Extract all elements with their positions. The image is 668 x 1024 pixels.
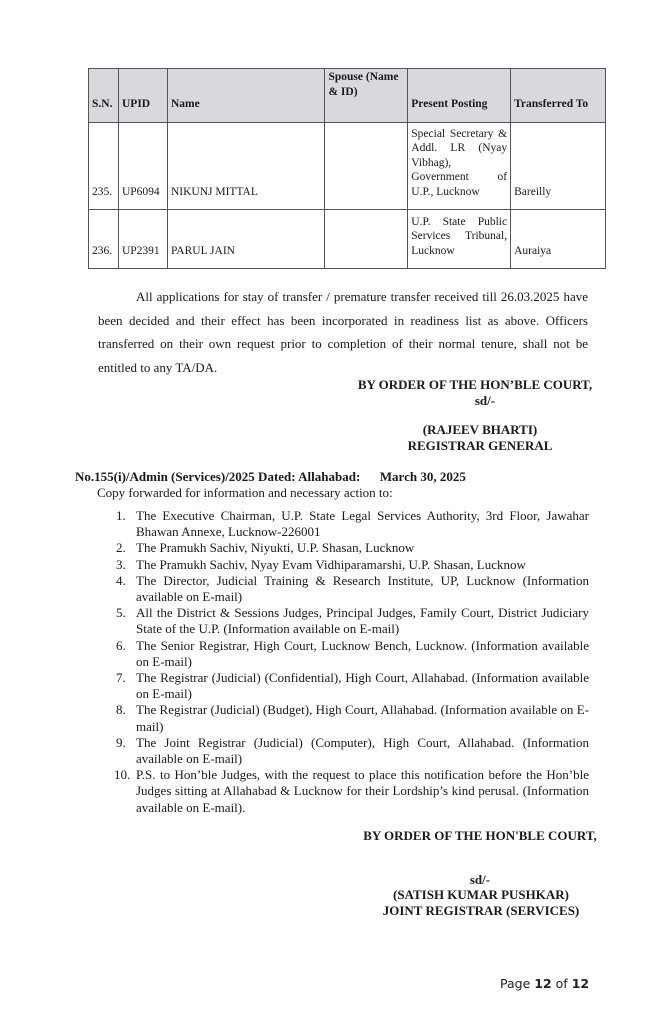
transfer-table [88, 68, 606, 269]
page-word: Page [500, 976, 531, 991]
list-item: 4. The Director, Judicial Training & Research Institute, UP, Lucknow (Information available on E-mail) [116, 572, 589, 605]
header-spouse: Spouse (Name & ID) [325, 69, 408, 123]
header-upid: UPID [118, 69, 167, 123]
total-pages: 12 [571, 976, 590, 991]
header-name: Name [167, 69, 325, 123]
list-item: 3. The Pramukh Sachiv, Nyay Evam Vidhiparamarshi, U.P. Shasan, Lucknow [116, 556, 526, 572]
list-item: 8. The Registrar (Judicial) (Budget), High Court, Allahabad. (Information available on E-mail) [116, 702, 589, 734]
posting-line: Services Tribunal, [411, 230, 508, 242]
posting-line: Addl. LR (Nyay [411, 142, 508, 154]
table-row [89, 210, 606, 269]
cell-upid: UP2391 [118, 210, 167, 269]
distribution-list [116, 508, 589, 816]
copy-forwarded-line: Copy forwarded for information and necessary action to: [97, 485, 393, 500]
reference-line [75, 469, 466, 485]
current-page: 12 [534, 976, 552, 991]
table-header-row [89, 69, 606, 123]
cell-upid: UP6094 [118, 123, 167, 210]
signatory-designation: JOINT REGISTRAR (SERVICES) [382, 902, 580, 918]
posting-line: U.P. State Public [411, 215, 508, 228]
sd-mark: sd/- [474, 392, 496, 408]
header-transferred-to: Transferred To [511, 69, 606, 123]
reference-number: No.155(i)/Admin (Services)/2025 Dated: Allahabad: [75, 469, 361, 484]
posting-line: Lucknow [411, 244, 455, 257]
cell-name: PARUL JAIN [167, 210, 325, 269]
cell-transferred-to: Auraiya [511, 210, 606, 269]
cell-spouse [325, 123, 408, 210]
cell-sn: 236. [89, 210, 119, 269]
posting-line: Government of [411, 171, 508, 183]
sd-mark: sd/- [469, 871, 491, 887]
signatory-name: (SATISH KUMAR PUSHKAR) [393, 887, 569, 902]
of-word: of [555, 976, 568, 991]
cell-sn: 235. [89, 123, 119, 210]
signature-block-registrar-general [340, 377, 610, 453]
reference-date: March 30, 2025 [379, 469, 466, 484]
list-item: 7. The Registrar (Judicial) (Confidential), High Court, Allahabad. (Information available on E-mail) [116, 670, 589, 702]
header-present-posting: Present Posting [408, 69, 511, 123]
list-item: 1. The Executive Chairman, U.P. State Legal Services Authority, 3rd Floor, Jawahar Bhawan Annexe, Lucknow-226001 [116, 508, 589, 540]
list-item: 10. P.S. to Hon’ble Judges, with the request to place this notification before the Hon’ble Judges sitting at Allahabad & Lucknow for their Lordship’s kind perusal. (Information available on E-mail). [114, 767, 589, 815]
posting-line: Special Secretary & [411, 127, 508, 140]
posting-line: Vibhag), [411, 156, 452, 169]
table-row [89, 123, 606, 210]
notice-paragraph: All applications for stay of transfer / premature transfer received till 26.03.2025 have been decided and their effect has been incorporated in readiness list as above. Officers transferred on their own request prior to completion of their normal tenure, shall not be entitled to any TA/DA. [98, 289, 588, 375]
cell-present-posting [408, 210, 511, 269]
signatory-name: (RAJEEV BHARTI) [422, 422, 538, 437]
order-line: BY ORDER OF THE HON’BLE COURT, [357, 377, 593, 392]
signatory-designation: REGISTRAR GENERAL [407, 437, 553, 453]
cell-spouse [325, 210, 408, 269]
order-line: BY ORDER OF THE HON'BLE COURT, [363, 828, 597, 843]
list-item: 9. The Joint Registrar (Judicial) (Computer), High Court, Allahabad. (Information available on E-mail) [116, 734, 589, 767]
cell-name: NIKUNJ MITTAL [167, 123, 325, 210]
list-item: 2. The Pramukh Sachiv, Niyukti, U.P. Shasan, Lucknow [116, 540, 415, 556]
cell-transferred-to: Bareilly [511, 123, 606, 210]
signature-block-joint-registrar [350, 828, 610, 918]
cell-present-posting [408, 123, 511, 210]
header-sn: S.N. [89, 69, 119, 123]
list-item: 6. The Senior Registrar, High Court, Lucknow Bench, Lucknow. (Information available on E-mail) [116, 637, 589, 669]
page-number [500, 976, 589, 991]
posting-line: U.P., Lucknow [411, 185, 480, 198]
list-item: 5. All the District & Sessions Judges, Principal Judges, Family Court, District Judiciary State of the U.P. (Information available on E-mail) [116, 605, 589, 637]
